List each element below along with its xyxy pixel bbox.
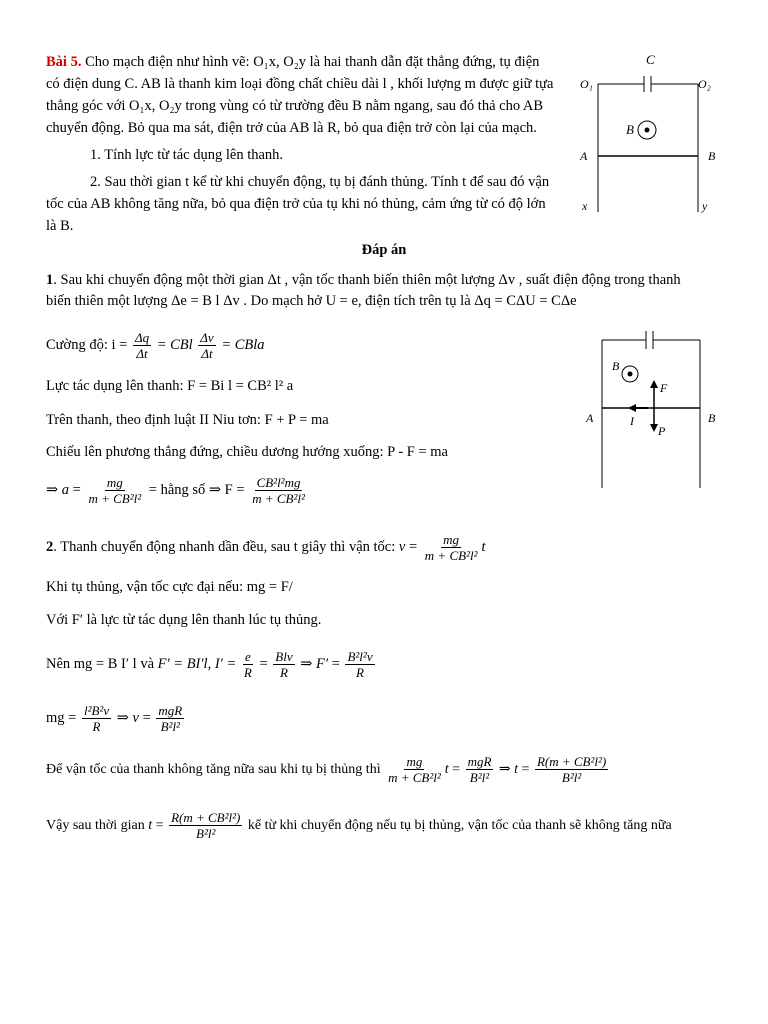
question-2a: 2. Sau thời gian t kể từ khi chuyển động, tụ bị đánh thủng. Tính t để sau đó vận xyxy=(90,174,550,190)
fig1-label-O2: O₂ xyxy=(698,77,711,91)
b2l2v-over-R: $\frac{\text{B²l²v}}{R}$ xyxy=(347,649,373,681)
current-end: = CBla xyxy=(221,337,265,353)
question-2b: tốc của AB không tăng nữa, bỏ qua điện trở của tụ khi nó thủng, cảm ứng từ có độ lớn xyxy=(46,196,546,212)
dq-dt-fraction: $\frac{\Delta q}{\Delta t}$ xyxy=(134,330,150,362)
circuit-figure-2 xyxy=(584,322,734,492)
answer-2-line: 2. Thanh chuyển động nhanh dần đều, sau t giây thì vận tốc: v = $\frac{mg}{\text{m + CB²l²}}$ t xyxy=(46,532,486,564)
fig1-label-A: A xyxy=(580,149,588,163)
problem-line-4: chuyển động. Bỏ qua ma sát, điện trở của AB là R, bỏ qua điện trở còn lại của mạch. xyxy=(46,120,537,136)
fig2-label-F: F xyxy=(660,381,668,395)
answer-1-line-a xyxy=(46,270,736,290)
answer-2-number: 2 xyxy=(46,539,54,555)
fig2-label-B: B xyxy=(612,359,620,373)
with-line: Với F′ là lực từ tác dụng lên thanh lúc tụ thủng. xyxy=(46,612,322,628)
v-fraction: $\frac{mg}{\text{m + CB²l²}}$ xyxy=(424,532,478,564)
fig2-label-Bpoint: B xyxy=(708,411,716,425)
problem-text-1: Cho mạch điện như hình vẽ: O₁x, O₂y là hai thanh dẫn đặt thẳng đứng, tụ điện xyxy=(85,54,540,70)
fig1-label-C: C xyxy=(646,52,655,67)
mg-label: mg = xyxy=(46,710,77,726)
fig1-label-Bpoint: B xyxy=(708,149,716,163)
fig2-label-P: P xyxy=(658,424,666,438)
fig1-label-x: x xyxy=(582,199,588,213)
fig1-label-B: B xyxy=(626,122,634,137)
final-line: Vậy sau thời gian t = $\frac{\text{R(m + CB²l²)}}{\text{B²l²}}$ kể từ khi chuyển động nếu tụ bị thủng, vận tốc của thanh sẽ không tăng nữa xyxy=(46,810,672,842)
current-formula xyxy=(46,328,586,362)
final-a: Vậy sau thời gian xyxy=(46,818,145,833)
fig1-label-O1: O₁ xyxy=(580,77,593,91)
so-label: Nên mg = B I′ l và xyxy=(46,656,154,672)
final-b: kể từ khi chuyển động nếu tụ bị thủng, vận tốc của thanh sẽ không tăng nữa xyxy=(247,818,672,833)
answer-2-text: . Thanh chuyển động nhanh dần đều, sau t giây thì vận tốc: xyxy=(53,539,396,555)
condition-line: Để vận tốc của thanh không tăng nữa sau khi tụ bị thủng thì $\frac{mg}{\text{m + CB²l²}}$ t = $\frac{\text{mgR}}{\text{B²l²}}$ ⇒ t = $\frac{\text{R(m + CB²l²)}}{\text{B²l²}}$ xyxy=(46,754,607,786)
acceleration-formula: ⇒ a = $\frac{mg}{\text{m + CB²l²}}$ = hằng số ⇒ F = $\frac{\text{CB²l²mg}}{\text{m + CB²l²}}$ xyxy=(46,475,305,507)
cond-frac-2: $\frac{\text{mgR}}{\text{B²l²}}$ xyxy=(467,754,492,786)
so-line: Nên mg = B I′ l và F′ = BI′l, I′ = $\frac{e}{R}$ = $\frac{\text{Blv}}{R}$ ⇒ F′ = $\frac{\text{B²l²v}}{R}$ xyxy=(46,649,373,681)
vmax-line: Khi tụ thủng, vận tốc cực đại nếu: mg = F/ xyxy=(46,579,293,595)
question-2c: là B. xyxy=(46,218,74,234)
newton-line: Trên thanh, theo định luật II Niu tơn: F + P = ma xyxy=(46,412,329,428)
fig1-label-y: y xyxy=(702,199,708,213)
current-label: Cường độ: i = xyxy=(46,337,128,353)
question-1: 1. Tính lực từ tác dụng lên thanh. xyxy=(90,147,284,163)
answer-1-line-b: biến thiên một lượng Δe = B l Δv . Do mạch hở U = e, điện tích trên tụ là Δq = CΔU = CΔe xyxy=(46,293,577,309)
force-line: Lực tác dụng lên thanh: F = Bi l = CB² l² a xyxy=(46,378,294,394)
dv-dt-fraction: $\frac{\Delta v}{\Delta t}$ xyxy=(200,330,214,362)
e-over-R: $\frac{e}{R}$ xyxy=(243,649,252,681)
answer-heading: Đáp án xyxy=(361,242,407,258)
answer-1-number: 1 xyxy=(46,272,54,288)
const-text: = hằng số ⇒ F = xyxy=(148,482,245,498)
mg-line: mg = $\frac{\text{l²B²v}}{R}$ ⇒ v = $\frac{\text{mgR}}{\text{B²l²}}$ xyxy=(46,703,183,735)
problem-line-1 xyxy=(46,52,586,72)
a-fraction: $\frac{mg}{\text{m + CB²l²}}$ xyxy=(88,475,142,507)
cond-frac-3: $\frac{\text{R(m + CB²l²)}}{\text{B²l²}}$ xyxy=(536,754,607,786)
problem-label: Bài 5. xyxy=(46,54,82,70)
circuit-figure-1 xyxy=(574,48,724,218)
blv-over-R: $\frac{\text{Blv}}{R}$ xyxy=(275,649,293,681)
problem-line-2: có điện dung C. AB là thanh kim loại đồng chất chiều dài l , khối lượng m được giữ tựa xyxy=(46,76,554,92)
condition-text: Để vận tốc của thanh không tăng nữa sau khi tụ bị thủng thì xyxy=(46,762,381,777)
answer-1-text-a: . Sau khi chuyển động một thời gian Δt , vận tốc thanh biến thiên một lượng Δv , suất điện động trong thanh xyxy=(53,272,681,288)
cond-frac-1: $\frac{mg}{\text{m + CB²l²}}$ xyxy=(388,754,441,786)
F-fraction: $\frac{\text{CB²l²mg}}{\text{m + CB²l²}}$ xyxy=(252,475,305,507)
fig2-label-I: I xyxy=(630,414,634,428)
fig2-label-A: A xyxy=(586,411,594,425)
final-frac: $\frac{\text{R(m + CB²l²)}}{\text{B²l²}}$ xyxy=(171,810,241,842)
problem-line-3: thẳng góc với O₁x, O₂y trong vùng có từ trường đều B nằm ngang, sau đó thả cho AB xyxy=(46,98,544,114)
l2b2v-over-R: $\frac{\text{l²B²v}}{R}$ xyxy=(83,703,110,735)
current-mid: = CBl xyxy=(156,337,193,353)
mgR-fraction: $\frac{\text{mgR}}{\text{B²l²}}$ xyxy=(158,703,183,735)
projection-line: Chiếu lên phương thẳng đứng, chiều dương hướng xuống: P - F = ma xyxy=(46,444,448,460)
